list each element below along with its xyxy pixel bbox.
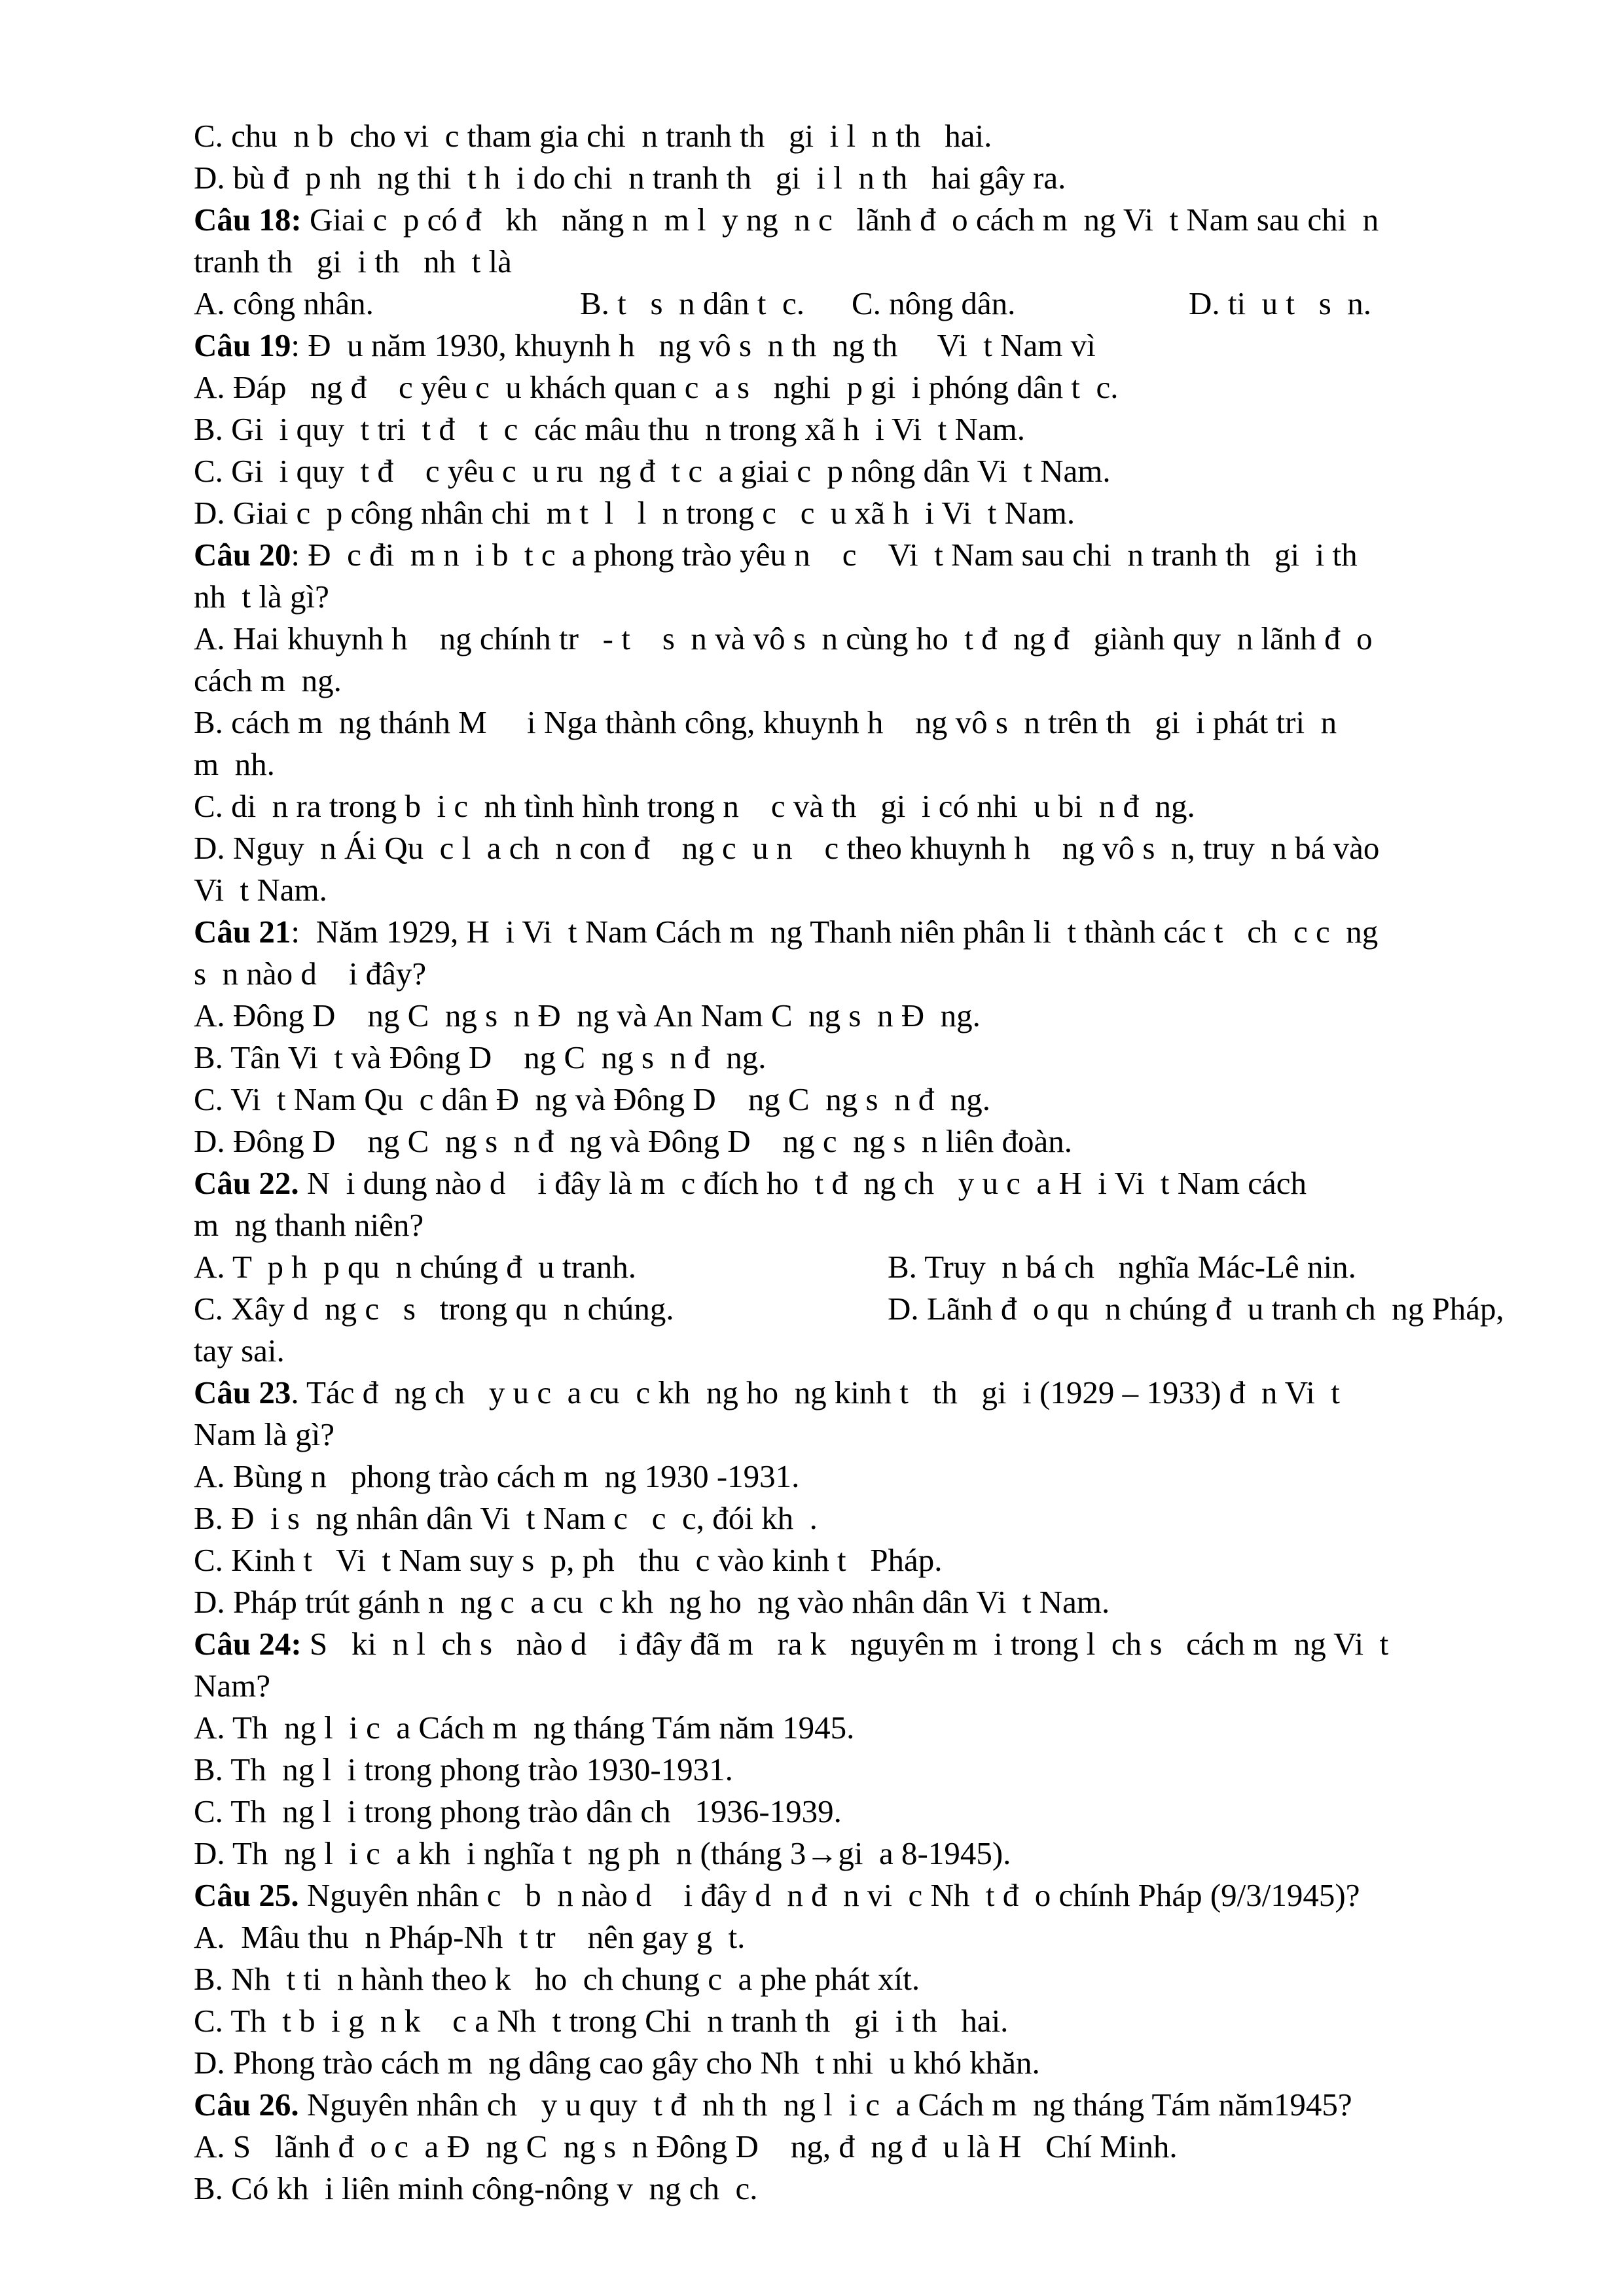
text-line: D. Đông D ng C ng s n đ ng và Đông D ng c ng s n liên đoàn. [194,1123,1072,1159]
exam-questions [194,115,1523,2210]
text-line: D. Giai c p công nhân chi m t l l n trong c c u xã h i Vi t Nam. [194,495,1075,531]
question-line [194,1372,1523,1414]
answer-option: C. nông dân. [852,285,1016,321]
question-number: Câu 24: [194,1626,302,1662]
question-number: Câu 22. [194,1165,299,1201]
text-line: Vi t Nam. [194,872,327,908]
text-line: C. Kinh t Vi t Nam suy s p, ph thu c vào kinh t Pháp. [194,1542,943,1578]
answer-option: C. Xây d ng c s trong qu n chúng. [194,1291,674,1327]
text-line: C. Gi i quy t đ c yêu c u ru ng đ t c a giai c p nông dân Vi t Nam. [194,453,1111,489]
question-line [194,534,1523,576]
question-text: : Đ u năm 1930, khuynh h ng vô s n th ng th Vi t Nam vì [291,327,1096,363]
question-text: : Năm 1929, H i Vi t Nam Cách m ng Thanh niên phân li t thành các t ch c c ng [291,914,1379,950]
question-text: : Đ c đi m n i b t c a phong trào yêu n c Vi t Nam sau chi n tranh th gi i th [291,537,1358,573]
text-line: A. Đáp ng đ c yêu c u khách quan c a s nghi p gi i phóng dân t c. [194,369,1119,405]
text-line: B. Th ng l i trong phong trào 1930-1931. [194,1751,733,1787]
text-line: B. Nh t ti n hành theo k ho ch chung c a phe phát xít. [194,1961,920,1997]
question-line [194,1623,1523,1665]
answer-option: D. ti u t s n. [1189,285,1372,321]
question-number: Câu 25. [194,1877,299,1913]
question-number: Câu 23 [194,1374,291,1410]
text-line: Nam? [194,1668,270,1704]
text-line: B. Đ i s ng nhân dân Vi t Nam c c c, đói kh . [194,1500,818,1536]
text-line: Nam là gì? [194,1416,334,1452]
text-line: A. Bùng n phong trào cách m ng 1930 -1931. [194,1458,800,1494]
question-line [194,911,1523,953]
question-text: Giai c p có đ kh năng n m l y ng n c lãnh đ o cách m ng Vi t Nam sau chi n [301,202,1379,238]
text-line: s n nào d i đây? [194,956,427,992]
text-line: A. Đông D ng C ng s n Đ ng và An Nam C ng s n Đ ng. [194,997,981,1033]
text-line: D. Pháp trút gánh n ng c a cu c kh ng ho ng vào nhân dân Vi t Nam. [194,1584,1110,1620]
text-line: tay sai. [194,1333,285,1369]
text-line: B. Có kh i liên minh công-nông v ng ch c. [194,2170,758,2206]
text-line: A. Mâu thu n Pháp-Nh t tr nên gay g t. [194,1919,746,1955]
text-line: tranh th gi i th nh t là [194,243,512,279]
answer-option: B. t s n dân t c. [580,285,804,321]
question-text: . Tác đ ng ch y u c a cu c kh ng ho ng kinh t th gi i (1929 – 1933) đ n Vi t [291,1374,1340,1410]
answer-option: A. công nhân. [194,285,374,321]
text-line: C. chu n b cho vi c tham gia chi n tranh th gi i l n th hai. [194,118,992,154]
question-line [194,2084,1523,2126]
question-text: Nguyên nhân ch y u quy t đ nh th ng l i c a Cách m ng tháng Tám năm1945? [298,2087,1352,2123]
question-text: Nguyên nhân c b n nào d i đây d n đ n vi c Nh t đ o chính Pháp (9/3/1945)? [298,1877,1360,1913]
options-row [194,283,1523,325]
text-line: cách m ng. [194,662,342,698]
text-line: B. Tân Vi t và Đông D ng C ng s n đ ng. [194,1039,767,1075]
question-text: S ki n l ch s nào d i đây đã m ra k nguyên m i trong l ch s cách m ng Vi t [301,1626,1389,1662]
text-line: C. Th ng l i trong phong trào dân ch 1936-1939. [194,1793,842,1829]
answer-option: D. Lãnh đ o qu n chúng đ u tranh ch ng Pháp, [888,1291,1504,1327]
question-number: Câu 19 [194,327,291,363]
text-line: C. di n ra trong b i c nh tình hình trong n c và th gi i có nhi u bi n đ ng. [194,788,1195,824]
text-line: m ng thanh niên? [194,1207,424,1243]
text-line: D. Nguy n Ái Qu c l a ch n con đ ng c u n c theo khuynh h ng vô s n, truy n bá vào [194,830,1380,866]
question-number: Câu 26. [194,2087,299,2123]
text-line: m nh. [194,746,275,782]
text-line: C. Vi t Nam Qu c dân Đ ng và Đông D ng C ng s n đ ng. [194,1081,991,1117]
question-line [194,1162,1523,1204]
text-line: D. Th ng l i c a kh i nghĩa t ng ph n (tháng 3→gi a 8-1945). [194,1835,1011,1871]
text-line: A. S lãnh đ o c a Đ ng C ng s n Đông D ng, đ ng đ u là H Chí Minh. [194,2128,1178,2164]
text-line: D. bù đ p nh ng thi t h i do chi n tranh th gi i l n th hai gây ra. [194,160,1066,196]
question-line [194,1874,1523,1916]
text-line: A. Hai khuynh h ng chính tr - t s n và vô s n cùng ho t đ ng đ giành quy n lãnh đ o [194,620,1373,656]
text-line: A. Th ng l i c a Cách m ng tháng Tám năm 1945. [194,1710,855,1746]
text-line: B. cách m ng thánh M i Nga thành công, khuynh h ng vô s n trên th gi i phát tri n [194,704,1337,740]
question-number: Câu 18: [194,202,302,238]
text-line: nh t là gì? [194,579,329,615]
question-line [194,199,1523,241]
answer-option: A. T p h p qu n chúng đ u tranh. [194,1249,636,1285]
text-line: B. Gi i quy t tri t đ t c các mâu thu n trong xã h i Vi t Nam. [194,411,1025,447]
text-line: C. Th t b i g n k c a Nh t trong Chi n tranh th gi i th hai. [194,2003,1009,2039]
text-line: D. Phong trào cách m ng dâng cao gây cho Nh t nhi u khó khăn. [194,2045,1040,2081]
options-row [194,1246,1523,1288]
question-line [194,325,1523,367]
options-row [194,1288,1523,1330]
question-number: Câu 20 [194,537,291,573]
answer-option: B. Truy n bá ch nghĩa Mác-Lê nin. [888,1249,1356,1285]
question-text: N i dung nào d i đây là m c đích ho t đ ng ch y u c a H i Vi t Nam cách [298,1165,1307,1201]
question-number: Câu 21 [194,914,291,950]
